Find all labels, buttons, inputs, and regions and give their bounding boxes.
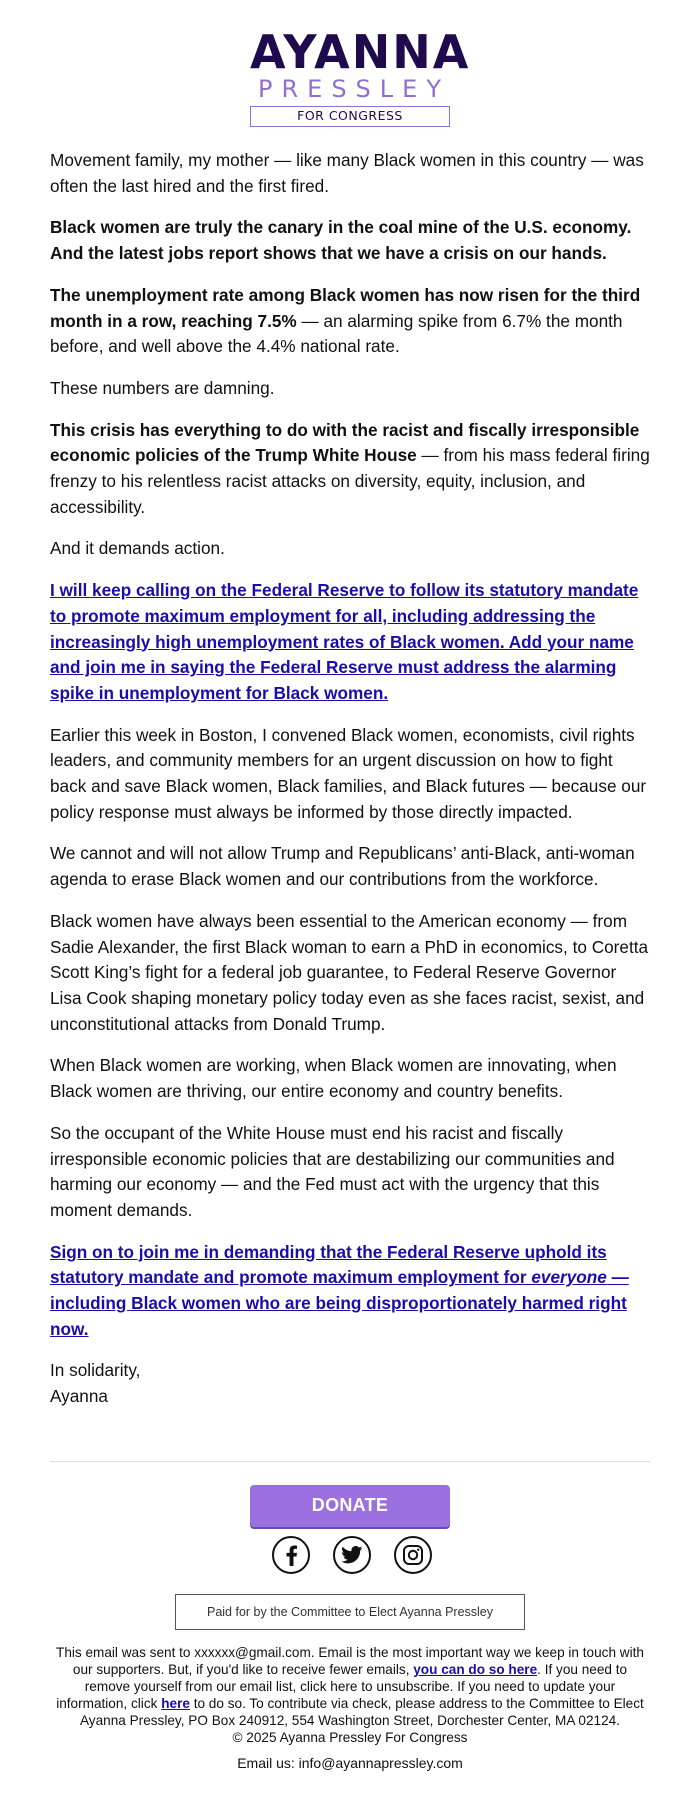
paragraph-crisis [50, 418, 650, 521]
paragraph-occupant: So the occupant of the White House must end his racist and fiscally irresponsible economic policies that are destabilizing our communities and harming our economy — and the Fed must act with the urgency that this moment demands. [50, 1122, 615, 1220]
paragraph-history: Black women have always been essential to the American economy — from Sadie Alexander, the first Black woman to earn a PhD in economics, to Coretta Scott King’s fight for a federal job guarantee, to Federal Reserve Governor Lisa Cook shaping monetary policy today even as she faces racist, sexist, and unconstitutional attacks from Donald Trump. [50, 910, 649, 1034]
signoff-closing: In solidarity, [50, 1360, 141, 1381]
contact-email: Email us: info@ayannapressley.com [237, 1755, 463, 1771]
instagram-icon[interactable] [394, 1536, 432, 1574]
copyright: © 2025 Ayanna Pressley For Congress [232, 1730, 468, 1745]
paragraph-text: — from his mass federal firing frenzy to his relentless racist attacks on diversity, equity, inclusion, and accessibility. [50, 445, 650, 517]
update-info-link[interactable]: here [161, 1696, 190, 1711]
email-body [50, 148, 650, 1426]
cta-text: Sign on to join me in demanding that the Federal Reserve uphold its statutory mandate and promote maximum employment for [50, 1241, 607, 1288]
paragraph-intro: Movement family, my mother — like many Black women in this country — was often the last hired and the first fired. [50, 150, 644, 196]
cta-link-sign-on[interactable] [50, 1242, 629, 1339]
paragraph-boston: Earlier this week in Boston, I convened Black women, economists, civil rights leaders, and community members for an urgent discussion on how to fight back and save Black women, Black families, and Black futures — because our policy response must always be informed by those directly impacted. [50, 724, 647, 822]
paragraph-thriving: When Black women are working, when Black women are innovating, when Black women are thriving, our entire economy and country benefits. [50, 1055, 617, 1102]
logo-name-first: AYANNA [250, 25, 471, 79]
signoff [50, 1358, 650, 1409]
fewer-emails-link[interactable]: you can do so here [413, 1662, 538, 1677]
facebook-icon[interactable] [272, 1536, 310, 1574]
paragraph-cta-1 [50, 578, 650, 707]
paragraph-cta-2 [50, 1240, 650, 1343]
paragraph-canary [50, 215, 650, 266]
paragraph-text: — an alarming spike from 6.7% the month before, and well above the 4.4% national rate. [50, 310, 623, 357]
paragraph-action: And it demands action. [50, 538, 225, 559]
cta-text: — including Black women who are being disproportionately harmed right now. [50, 1267, 629, 1339]
donate-button[interactable]: DONATE [250, 1485, 450, 1527]
bold-text: This crisis has everything to do with the racist and fiscally irresponsible economic policies of the Trump White House [50, 419, 640, 466]
footer-sentence: to do so. To contribute via check, please address to the Committee to Elect Ayanna Pressley, PO Box 240912, 554 Washington Street, Dorchester Center, MA 02124. [79, 1696, 644, 1728]
cta-emphasis: everyone [531, 1267, 607, 1288]
footer-sentence: This email was sent to xxxxxx@gmail.com. Email is the most important way we keep in touch with our supporters. But, if you'd like to receive fewer emails, [56, 1645, 644, 1677]
social-links [272, 1536, 432, 1576]
paragraph-agenda: We cannot and will not allow Trump and Republicans’ anti-Black, anti-woman agenda to erase Black women and our contributions from the workforce. [50, 843, 635, 890]
logo-tagline: FOR CONGRESS [250, 106, 450, 127]
paragraph-unemployment [50, 283, 650, 360]
signoff-name: Ayanna [50, 1386, 108, 1407]
campaign-logo [250, 25, 471, 123]
cta-link-federal-reserve[interactable]: I will keep calling on the Federal Reserve to follow its statutory mandate to promote maximum employment for all, including addressing the increasingly high unemployment rates of Black women. Add your name and join me in saying the Federal Reserve must address the alarming spike in unemployment for Black women. [50, 580, 639, 703]
logo-name-last: PRESSLEY [258, 75, 450, 103]
footer-sentence: . If you need to remove yourself from our email list, click here to unsubscribe. If you need to update your information, click [56, 1662, 628, 1711]
twitter-icon[interactable] [333, 1536, 371, 1574]
paragraph-damning: These numbers are damning. [50, 377, 275, 398]
footer-divider [50, 1461, 650, 1462]
bold-text: The unemployment rate among Black women has now risen for the third month in a row, reaching 7.5% [50, 284, 641, 331]
footer-text [50, 1644, 650, 1746]
paid-for-disclaimer: Paid for by the Committee to Elect Ayanna Pressley [175, 1594, 525, 1630]
bold-text: Black women are truly the canary in the coal mine of the U.S. economy. And the latest jobs report shows that we have a crisis on our hands. [50, 217, 632, 264]
